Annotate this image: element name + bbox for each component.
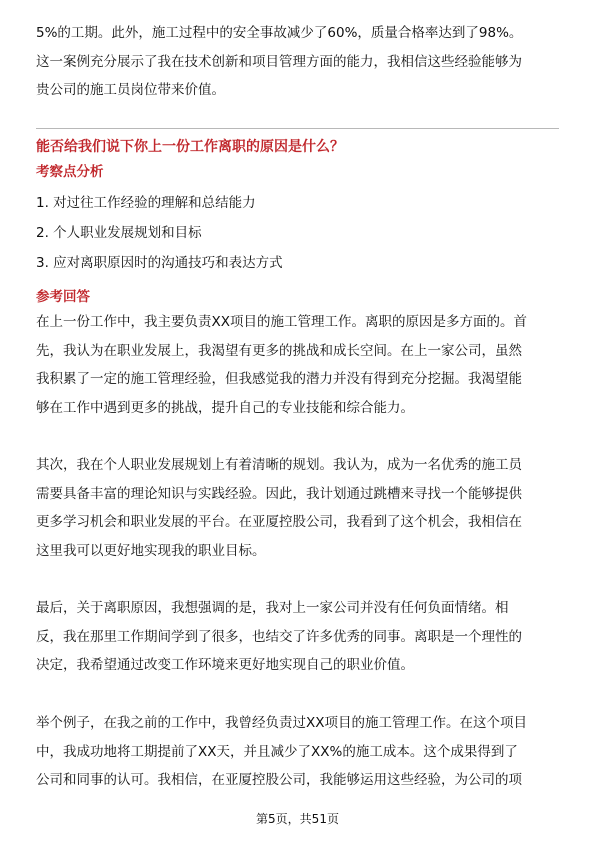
paragraph-line: 5%的工期。此外，施工过程中的安全事故减少了60%，质量合格率达到了98%。 xyxy=(36,25,523,41)
paragraph-line: 反，我在那里工作期间学到了很多，也结交了许多优秀的同事。离职是一个理性的 xyxy=(36,628,522,645)
paragraph-line: 最后，关于离职原因，我想强调的是，我对上一家公司并没有任何负面情绪。相 xyxy=(36,600,509,616)
list-item: 3. 应对离职原因时的沟通技巧和表达方式 xyxy=(36,255,283,271)
paragraph-line: 这里我可以更好地实现我的职业目标。 xyxy=(36,542,266,559)
interview-question: 能否给我们说下你上一份工作离职的原因是什么？ xyxy=(36,139,344,155)
intro-paragraph xyxy=(36,19,559,105)
answer-paragraph-2 xyxy=(36,451,559,565)
paragraph-line: 这一案例充分展示了我在技术创新和项目管理方面的能力，我相信这些经验能够为 xyxy=(36,53,522,70)
answer-paragraph-1 xyxy=(36,308,559,422)
paragraph-line: 举个例子，在我之前的工作中，我曾经负责过XX项目的施工管理工作。在这个项目 xyxy=(36,715,527,731)
paragraph-line: 我积累了一定的施工管理经验，但我感觉我的潜力并没有得到充分挖掘。我渴望能 xyxy=(36,371,522,388)
paragraph-line: 其次，我在个人职业发展规划上有着清晰的规划。我认为，成为一名优秀的施工员 xyxy=(36,457,522,473)
paragraph-line: 够在工作中遇到更多的挑战，提升自己的专业技能和综合能力。 xyxy=(36,399,414,416)
paragraph-line: 中，我成功地将工期提前了XX天，并且减少了XX%的施工成本。这个成果得到了 xyxy=(36,743,518,760)
answer-paragraph-4 xyxy=(36,709,559,795)
list-item: 2. 个人职业发展规划和目标 xyxy=(36,225,202,241)
answer-heading: 参考回答 xyxy=(36,289,90,305)
paragraph-line: 更多学习机会和职业发展的平台。在亚厦控股公司，我看到了这个机会，我相信在 xyxy=(36,514,522,531)
page-number: 第5页，共51页 xyxy=(256,812,339,826)
paragraph-line: 决定，我希望通过改变工作环境来更好地实现自己的职业价值。 xyxy=(36,657,414,674)
paragraph-line: 贵公司的施工员岗位带来价值。 xyxy=(36,82,225,99)
answer-paragraph-3 xyxy=(36,594,559,680)
analysis-heading: 考察点分析 xyxy=(36,164,104,180)
list-item: 1. 对过往工作经验的理解和总结能力 xyxy=(36,195,256,211)
analysis-list xyxy=(36,188,283,278)
paragraph-line: 先，我认为在职业发展上，我渴望有更多的挑战和成长空间。在上一家公司，虽然 xyxy=(36,342,522,359)
section-divider xyxy=(36,128,559,129)
paragraph-line: 需要具备丰富的理论知识与实践经验。因此，我计划通过跳槽来寻找一个能够提供 xyxy=(36,485,522,502)
paragraph-line: 公司和同事的认可。我相信，在亚厦控股公司，我能够运用这些经验，为公司的项 xyxy=(36,772,522,789)
paragraph-line: 在上一份工作中，我主要负责XX项目的施工管理工作。离职的原因是多方面的。首 xyxy=(36,314,527,330)
